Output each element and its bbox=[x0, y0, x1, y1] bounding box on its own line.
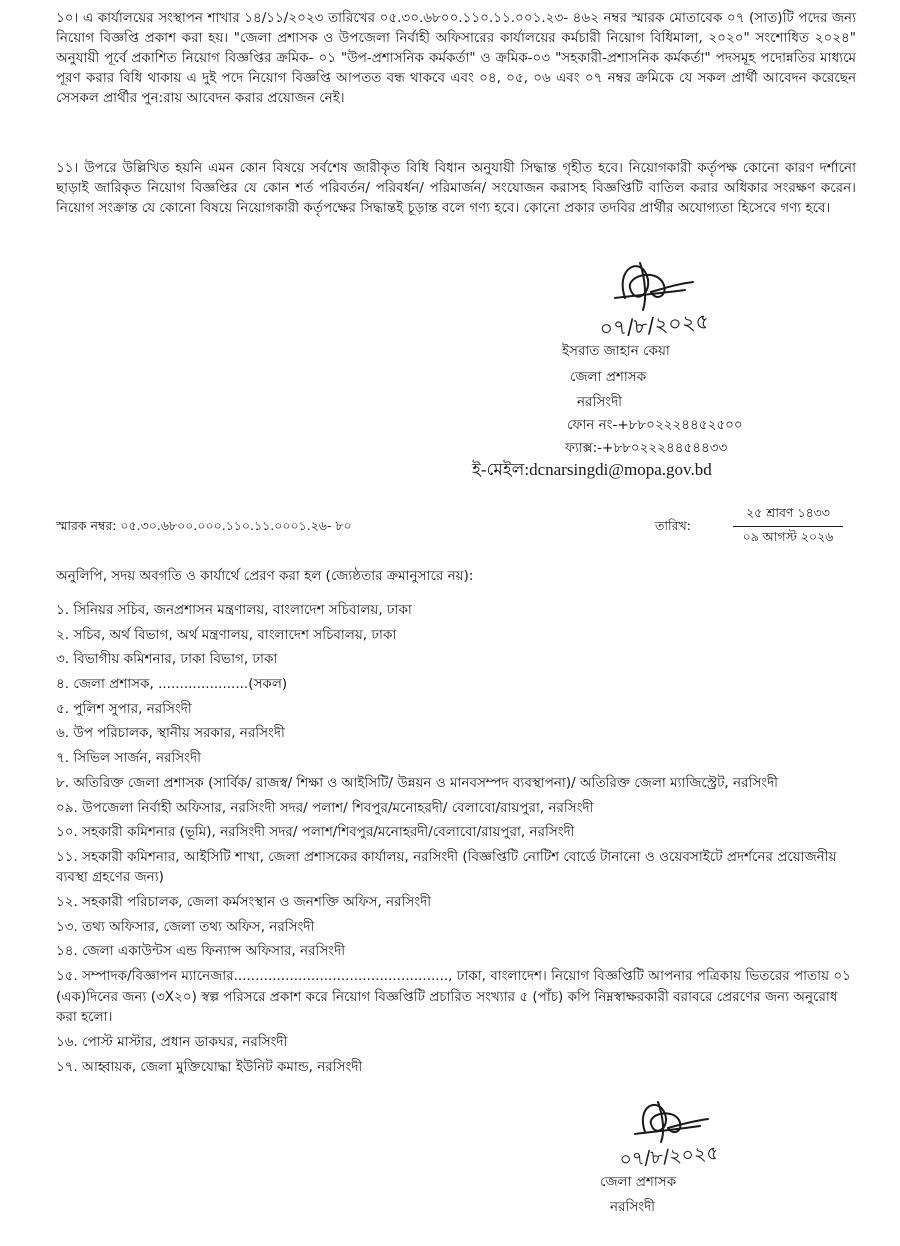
signer-2-district: নরসিংদী bbox=[610, 1199, 656, 1215]
svg-text:০৭/৮/২০২৫: ০৭/৮/২০২৫ bbox=[598, 309, 710, 341]
cc-item: ২. সচিব, অর্থ বিভাগ, অর্থ মন্ত্রণালয়, বাংলাদেশ সচিবালয়, ঢাকা bbox=[56, 626, 397, 643]
cc-item: ১৫. সম্পাদক/বিজ্ঞাপন ম্যানেজার.................................................., ঢাকা, বাংলাদেশ। নিয়োগ বিজ্ঞপ্তিটি আপনার পত্রিকায় ভিতরের পাতায় ০১ (এক)দিনের জন্য (৩X২০) স্বল্প পরিসরে প্রকাশ করে নিয়োগ বিজ্ঞপ্তিটি প্রচারিত সংখ্যার ৫ (পাঁচ) কপি নিম্নস্বাক্ষরকারী বরাবরে প্রেরণের জন্য অনুরোধ করা হলো। bbox=[56, 968, 851, 1026]
signer-1-designation: জেলা প্রশাসক bbox=[570, 369, 647, 385]
cc-item: ৭. সিভিল সার্জন, নরসিংদী bbox=[56, 750, 201, 767]
signer-1-phone: ফোন নং-+৮৮০২২২৪৪৫২৫০০ bbox=[567, 417, 743, 433]
cc-item: ০৯. উপজেলা নির্বাহী অফিসার, নরসিংদী সদর/ পলাশ/ শিবপুর/মনোহরদী/ বেলাবো/রায়পুরা, নরসিংদী bbox=[56, 799, 594, 816]
cc-item: ১. সিনিয়র সচিব, জনপ্রশাসন মন্ত্রণালয়, বাংলাদেশ সচিবালয়, ঢাকা bbox=[56, 602, 412, 618]
cc-item: ৬. উপ পরিচালক, স্থানীয় সরকার, নরসিংদী bbox=[56, 725, 285, 742]
signature-2-image bbox=[610, 1090, 790, 1175]
date-english: ০৯ আগস্ট ২০২৬ bbox=[742, 529, 834, 544]
signer-1-name: ইসরাত জাহান কেয়া bbox=[562, 343, 670, 359]
memo-number: স্মারক নম্বর: ০৫.৩০.৬৮০০.০০০.১১০.১১.০০০১.২৬- ৮০ bbox=[56, 518, 352, 533]
signer-1-fax: ফ্যাক্স:-+৮৮০২২২৪৪৫৪৪৩৩ bbox=[565, 440, 728, 456]
cc-item: ১১. সহকারী কমিশনার, আইসিটি শাখা, জেলা প্রশাসকের কার্যালয়, নরসিংদী (বিজ্ঞপ্তিটি নোটিশ বোর্ডে টানানো ও ওয়েবসাইটে প্রদর্শনের প্রয়োজনীয় ব্যবস্থা গ্রহণের জন্য) bbox=[56, 848, 837, 886]
cc-item: ৪. জেলা প্রশাসক, .....................(সকল) bbox=[56, 676, 288, 693]
cc-item: ১৪. জেলা একাউন্টস এন্ড ফিন্যান্স অফিসার, নরসিংদী bbox=[56, 943, 346, 960]
date-label: তারিখ: bbox=[655, 518, 691, 533]
cc-item: ১৬. পোস্ট মাস্টার, প্রধান ডাকঘর, নরসিংদী bbox=[56, 1033, 288, 1050]
signer-2-designation: জেলা প্রশাসক bbox=[600, 1174, 677, 1190]
date-bangla: ২৫ শ্রাবণ ১৪৩৩ bbox=[746, 505, 830, 520]
cc-item: ১২. সহকারী পরিচালক, জেলা কর্মসংস্থান ও জনশক্তি অফিস, নরসিংদী bbox=[56, 894, 432, 911]
cc-item: ১০. সহকারী কমিশনার (ভূমি), নরসিংদী সদর/ পলাশ/শিবপুর/মনোহরদী/বেলাবো/রায়পুরা, নরসিংদী bbox=[56, 824, 575, 841]
paragraph-10: ১০। এ কার্যালয়ের সংস্থাপন শাখার ১৪/১১/২০২৩ তারিখের ০৫.৩০.৬৮০০.১১০.১১.০০১.২৩- ৪৬২ নম্বর স্মারক মোতাবেক ০৭ (সাত)টি পদের জন্য নিয়োগ বিজ্ঞপ্তি প্রকাশ করা হয়। "জেলা প্রশাসক ও উপজেলা নির্বাহী অফিসারের কার্যালয়ের কর্মচারী নিয়োগ বিধিমালা, ২০২০" সংশোধিত ২০২৪" অনুযায়ী পূর্বে প্রকাশিত নিয়োগ বিজ্ঞপ্তির ক্রমিক- ০১ "উপ-প্রশাসনিক কর্মকর্তা" ও ক্রমিক-০৩ "সহকারী-প্রশাসনিক কর্মকর্তা" পদসমূহ পদোন্নতির মাধ্যমে পূরণ করার বিধি থাকায় এ দুই পদে নিয়োগ বিজ্ঞপ্তি আপতত বন্ধ থাকবে এবং ০৪, ০৫, ০৬ এবং ০৭ নম্বর ক্রমিকে যে সকল প্রার্থী আবেদন করেছেন সেসকল প্রার্থীর পুন:রায় আবেদন করার প্রয়োজন নেই। bbox=[56, 10, 856, 106]
signature-1-image bbox=[585, 248, 785, 348]
paragraph-11: ১১। উপরে উল্লিখিত হয়নি এমন কোন বিষয়ে সর্বশেষ জারীকৃত বিধি বিধান অনুযায়ী সিদ্ধান্ত গৃহীত হবে। নিয়োগকারী কর্তৃপক্ষ কোনো কারণ দর্শানো ছাড়াই জারিকৃত নিয়োগ বিজ্ঞপ্তির যে কোন শর্ত পরিবর্তন/ পরিবর্ধন/ পরিমার্জন/ সংযোজন করাসহ বিজ্ঞপ্তিটি বাতিল করার অধিকার সংরক্ষণ করেন। নিয়োগ সংক্রান্ত যে কোনো বিষয়ে নিয়োগকারী কর্তৃপক্ষের সিদ্ধান্তই চূড়ান্ত বলে গণ্য হবে। কোনো প্রকার তদবির প্রার্থীর অযোগ্যতা হিসেবে গণ্য হবে। bbox=[56, 160, 856, 216]
cc-intro: অনুলিপি, সদয় অবগতি ও কার্যার্থে প্রেরণ করা হল (জ্যেষ্ঠতার ক্রমানুসারে নয়): bbox=[56, 568, 474, 584]
signer-1-email: ই-মেইল:dcnarsingdi@mopa.gov.bd bbox=[472, 460, 712, 479]
cc-list bbox=[56, 600, 856, 1081]
cc-item: ৫. পুলিশ সুপার, নরসিংদী bbox=[56, 700, 192, 717]
signer-1-district: নরসিংদী bbox=[577, 394, 623, 410]
cc-item: ৩. বিভাগীয় কমিশনার, ঢাকা বিভাগ, ঢাকা bbox=[56, 651, 278, 668]
cc-item: ৮. অতিরিক্ত জেলা প্রশাসক (সার্বিক/ রাজস্ব/ শিক্ষা ও আইসিটি/ উন্নয়ন ও মানবসম্পদ ব্যবস্থাপনা)/ অতিরিক্ত জেলা ম্যাজিস্ট্রেট, নরসিংদী bbox=[56, 774, 779, 791]
cc-item: ১৩. তথ্য অফিসার, জেলা তথ্য অফিস, নরসিংদী bbox=[56, 918, 315, 935]
svg-text:০৭/৮/২০২৫: ০৭/৮/২০২৫ bbox=[618, 1142, 720, 1171]
cc-item: ১৭. আহ্বায়ক, জেলা মুক্তিযোদ্ধা ইউনিট কমান্ড, নরসিংদী bbox=[56, 1058, 363, 1075]
